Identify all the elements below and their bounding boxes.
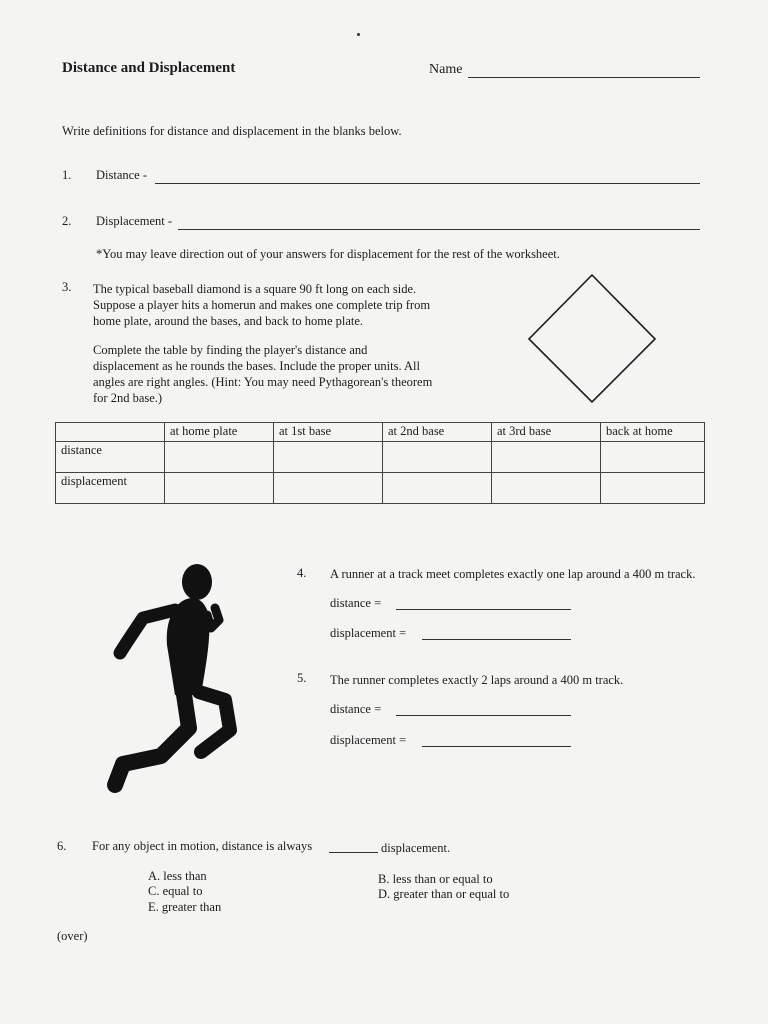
q3-instruction-line: for 2nd base.) [93, 391, 163, 405]
answer-cell[interactable] [601, 473, 705, 504]
q5-displacement-label: displacement = [330, 733, 407, 747]
q3-line: Suppose a player hits a homerun and makes one complete trip from [93, 298, 431, 312]
table-header-cell [56, 423, 165, 442]
q3-instruction-line: displacement as he rounds the bases. Include the proper units. All [93, 359, 421, 373]
q3-line: The typical baseball diamond is a square 90 ft long on each side. [93, 282, 417, 296]
q6-text-after: displacement. [381, 841, 451, 855]
choice-c[interactable]: C. equal to [148, 884, 203, 898]
q5-distance-label: distance = [330, 702, 382, 716]
q6-text-before: For any object in motion, distance is always [92, 839, 313, 853]
bases-table [55, 422, 705, 504]
q3-instruction-line: angles are right angles. (Hint: You may need Pythagorean's theorem [93, 375, 433, 389]
answer-cell[interactable] [383, 442, 492, 473]
answer-cell[interactable] [383, 473, 492, 504]
table-header-cell: at 1st base [274, 423, 383, 442]
intro-text: Write definitions for distance and displacement in the blanks below. [62, 124, 402, 138]
q5-displacement-blank[interactable] [422, 746, 571, 747]
q1-answer-blank[interactable] [155, 183, 700, 184]
q4-text: A runner at a track meet completes exactly one lap around a 400 m track. [330, 567, 696, 581]
q5-distance-blank[interactable] [396, 715, 571, 716]
choice-d[interactable]: D. greater than or equal to [378, 887, 510, 901]
q3-instructions [93, 342, 432, 406]
answer-cell[interactable] [492, 442, 601, 473]
stray-mark [357, 33, 360, 36]
q2-number: 2. [62, 214, 72, 228]
row-label: displacement [56, 473, 165, 504]
table-header-cell: at 2nd base [383, 423, 492, 442]
q6-number: 6. [57, 839, 67, 853]
direction-note: *You may leave direction out of your answers for displacement for the rest of the worksheet. [96, 247, 560, 261]
table-header-cell: at 3rd base [492, 423, 601, 442]
q4-displacement-blank[interactable] [422, 639, 571, 640]
answer-cell[interactable] [601, 442, 705, 473]
q3-problem-text [93, 281, 430, 329]
q4-displacement-label: displacement = [330, 626, 407, 640]
name-blank[interactable] [468, 77, 700, 78]
q2-label: Displacement - [96, 214, 173, 228]
name-label: Name [429, 62, 463, 77]
q4-distance-label: distance = [330, 596, 382, 610]
answer-cell[interactable] [274, 442, 383, 473]
table-header-cell: back at home [601, 423, 705, 442]
answer-cell[interactable] [165, 473, 274, 504]
q5-text: The runner completes exactly 2 laps around a 400 m track. [330, 673, 624, 687]
q4-distance-blank[interactable] [396, 609, 571, 610]
q4-number: 4. [297, 566, 307, 580]
q5-number: 5. [297, 671, 307, 685]
choice-a[interactable]: A. less than [148, 869, 207, 883]
q1-number: 1. [62, 168, 72, 182]
q1-label: Distance - [96, 168, 148, 182]
choice-e[interactable]: E. greater than [148, 900, 222, 914]
answer-cell[interactable] [492, 473, 601, 504]
row-label: distance [56, 442, 165, 473]
answer-cell[interactable] [274, 473, 383, 504]
q3-number: 3. [62, 280, 72, 294]
q2-answer-blank[interactable] [178, 229, 700, 230]
table-row [56, 442, 705, 473]
baseball-diamond-icon [525, 272, 659, 406]
choice-b[interactable]: B. less than or equal to [378, 872, 493, 886]
table-row [56, 473, 705, 504]
page-title: Distance and Displacement [62, 60, 236, 76]
runner-silhouette-icon [105, 560, 240, 795]
q6-answer-blank[interactable] [329, 852, 378, 853]
q3-instruction-line: Complete the table by finding the player's distance and [93, 343, 368, 357]
table-header-row [56, 423, 705, 442]
q3-line: home plate, around the bases, and back to home plate. [93, 314, 364, 328]
table-header-cell: at home plate [165, 423, 274, 442]
answer-cell[interactable] [165, 442, 274, 473]
over-note: (over) [57, 929, 88, 943]
